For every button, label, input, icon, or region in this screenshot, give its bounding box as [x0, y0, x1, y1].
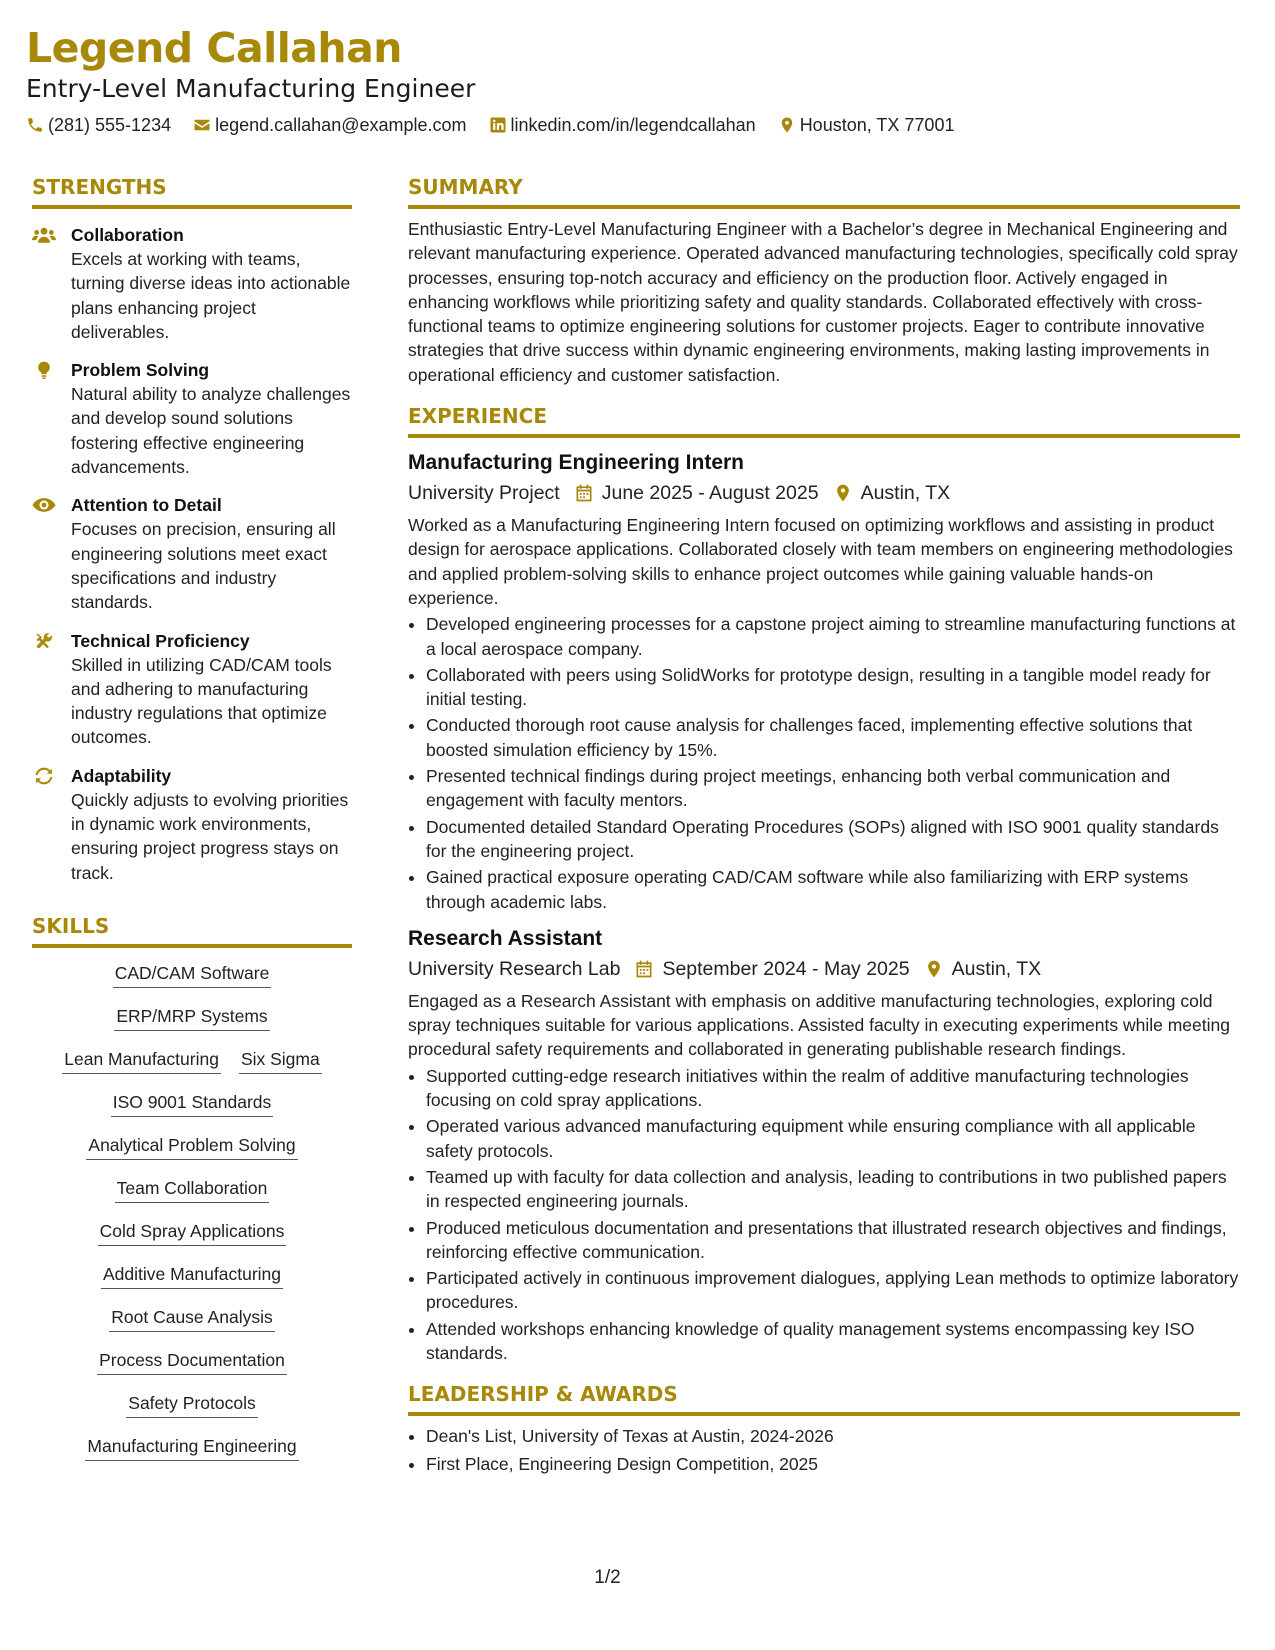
map-pin-icon: [924, 959, 944, 979]
skill-tag: Analytical Problem Solving: [86, 1133, 297, 1160]
map-pin-icon: [778, 116, 796, 134]
skill-tag: Six Sigma: [239, 1047, 322, 1074]
sync-icon: [32, 766, 56, 786]
experience-heading: EXPERIENCE: [408, 401, 1240, 438]
tools-icon: [32, 631, 56, 651]
strength-item: [32, 764, 352, 885]
bullet-item: • Teamed up with faculty for data collection and analysis, leading to contributions in two published papers in respected engineering journals.: [426, 1165, 1240, 1214]
bullet-item: • Participated actively in continuous improvement dialogues, applying Lean methods to optimize laboratory procedures.: [426, 1266, 1240, 1315]
email-text[interactable]: legend.callahan@example.com: [215, 114, 467, 135]
skill-tag: Team Collaboration: [115, 1176, 270, 1203]
location-text: Houston, TX 77001: [799, 114, 955, 135]
job-dates: September 2024 - May 2025: [662, 957, 910, 980]
job-meta: [408, 478, 1240, 508]
bullet-item: • Gained practical exposure operating CAD/CAM software while also familiarizing with ERP systems through academic labs.: [426, 865, 1240, 914]
awards-section: [408, 1379, 1240, 1476]
skill-tag: Process Documentation: [97, 1348, 287, 1375]
job-description: Engaged as a Research Assistant with emphasis on additive manufacturing technologies, exploring cold spray techniques suitable for various applications. Assisted faculty in executing experiments while meeting procedural safety requirements and collaborated in generating publishable research findings.: [408, 990, 1230, 1060]
job-title: Research Assistant: [408, 926, 603, 950]
strength-title: Attention to Detail: [71, 495, 222, 516]
job-bullets: [408, 1064, 1240, 1366]
strength-title: Collaboration: [71, 225, 184, 245]
contact-bar: [26, 112, 976, 138]
bullet-item: • Supported cutting-edge research initiatives within the realm of additive manufacturing technologies focusing on cold spray applications.: [426, 1064, 1240, 1113]
skill-tag: Safety Protocols: [126, 1391, 257, 1418]
skill-tag: Manufacturing Engineering: [85, 1434, 298, 1461]
linkedin-text[interactable]: linkedin.com/in/legendcallahan: [510, 114, 756, 135]
linkedin-icon: [489, 116, 507, 134]
skill-tag: Cold Spray Applications: [98, 1219, 287, 1246]
skills-list: [32, 948, 352, 1470]
skill-tag: Root Cause Analysis: [109, 1305, 274, 1332]
candidate-name: Legend Callahan: [26, 24, 402, 72]
envelope-icon: [193, 116, 211, 134]
strength-description: Focuses on precision, ensuring all engineering solutions meet exact specifications and industry standards.: [71, 519, 336, 613]
skill-tag: ISO 9001 Standards: [111, 1090, 274, 1117]
job-entry: [408, 448, 1240, 914]
summary-heading: SUMMARY: [408, 172, 1240, 209]
strength-item: [32, 493, 352, 614]
bullet-item: • Presented technical findings during project meetings, enhancing both verbal communication and engagement with faculty mentors.: [426, 764, 1240, 813]
candidate-title: Entry-Level Manufacturing Engineer: [26, 74, 476, 103]
summary-text: Enthusiastic Entry-Level Manufacturing Engineer with a Bachelor’s degree in Mechanical Engineering and relevant manufacturing experience. Operated advanced manufacturing technologies, specifically cold spray processes, ensuring top-notch accuracy and efficiency on the production floor. Actively engaged in enhancing workflows while prioritizing safety and quality standards. Collaborated effectively with cross-functional teams to optimize engineering solutions for customer projects. Eager to contribute innovative strategies that drive success within dynamic engineering environments, making lasting improvements in operational efficiency and customer satisfaction.: [408, 219, 1238, 385]
strength-item: [32, 358, 352, 479]
award-item: • First Place, Engineering Design Competition, 2025: [426, 1452, 1240, 1476]
job-entry: [408, 924, 1240, 1365]
strength-item: [32, 629, 352, 750]
phone-text: (281) 555-1234: [48, 114, 172, 135]
skill-tag: CAD/CAM Software: [113, 961, 272, 988]
contact-phone: [26, 115, 171, 136]
eye-icon: [32, 495, 56, 515]
award-item: • Dean's List, University of Texas at Austin, 2024-2026: [426, 1424, 1240, 1448]
bullet-item: • Collaborated with peers using SolidWorks for prototype design, resulting in a tangible model ready for initial testing.: [426, 663, 1240, 712]
bullet-item: • Documented detailed Standard Operating Procedures (SOPs) aligned with ISO 9001 quality standards for the engineering project.: [426, 815, 1240, 864]
job-organization: University Research Lab: [408, 957, 621, 980]
calendar-icon: [574, 483, 594, 503]
strength-title: Technical Proficiency: [71, 630, 250, 651]
bullet-item: • Attended workshops enhancing knowledge of quality management systems encompassing key ISO standards.: [426, 1317, 1240, 1366]
contact-linkedin[interactable]: [489, 115, 756, 136]
bullet-item: • Operated various advanced manufacturing equipment while ensuring compliance with all applicable safety protocols.: [426, 1114, 1240, 1163]
job-bullets: [408, 612, 1240, 914]
bullet-item: • Produced meticulous documentation and presentations that illustrated research objectives and findings, reinforcing effective communication.: [426, 1216, 1240, 1265]
strength-item: [32, 223, 352, 344]
strength-description: Natural ability to analyze challenges and develop sound solutions fostering effective engineering advancements.: [71, 384, 351, 478]
job-location: Austin, TX: [860, 482, 951, 505]
left-column: [32, 172, 352, 1470]
contact-email[interactable]: [193, 115, 466, 136]
calendar-icon: [634, 959, 654, 979]
strength-title: Problem Solving: [71, 360, 210, 381]
job-dates: June 2025 - August 2025: [601, 482, 819, 505]
bullet-item: • Conducted thorough root cause analysis for challenges faced, implementing effective solutions that boosted simulation efficiency by 15%.: [426, 713, 1240, 762]
strength-description: Skilled in utilizing CAD/CAM tools and adhering to manufacturing industry regulations that optimize outcomes.: [71, 654, 332, 748]
skills-heading: SKILLS: [32, 911, 352, 948]
strength-description: Excels at working with teams, turning diverse ideas into actionable plans enhancing project deliverables.: [71, 249, 351, 342]
skill-tag: Lean Manufacturing: [62, 1047, 221, 1074]
awards-heading: LEADERSHIP & AWARDS: [408, 1379, 1240, 1416]
job-title: Manufacturing Engineering Intern: [408, 451, 745, 475]
job-description: Worked as a Manufacturing Engineering Intern focused on optimizing workflows and assisting in product design for aerospace applications. Collaborated closely with team members on engineering methodologies and applied problem-solving skills to enhance project outcomes while gaining valuable hands-on experience.: [408, 515, 1233, 608]
job-meta: [408, 954, 1240, 984]
phone-icon: [26, 116, 44, 134]
page-number: 1/2: [594, 1567, 621, 1588]
strength-title: Adaptability: [71, 765, 172, 786]
awards-list: [408, 1424, 1240, 1476]
skill-tag: Additive Manufacturing: [101, 1262, 283, 1289]
job-location: Austin, TX: [951, 957, 1042, 980]
strengths-heading: STRENGTHS: [32, 172, 352, 209]
job-organization: University Project: [408, 482, 560, 505]
users-icon: [32, 225, 56, 245]
contact-location: [778, 115, 955, 136]
lightbulb-icon: [32, 360, 56, 380]
skill-tag: ERP/MRP Systems: [114, 1004, 269, 1031]
right-column: [408, 172, 1240, 1479]
map-pin-icon: [833, 483, 853, 503]
strength-description: Quickly adjusts to evolving priorities in dynamic work environments, ensuring project progress stays on track.: [71, 789, 349, 883]
bullet-item: • Developed engineering processes for a capstone project aiming to streamline manufacturing functions at a local aerospace company.: [426, 612, 1240, 661]
